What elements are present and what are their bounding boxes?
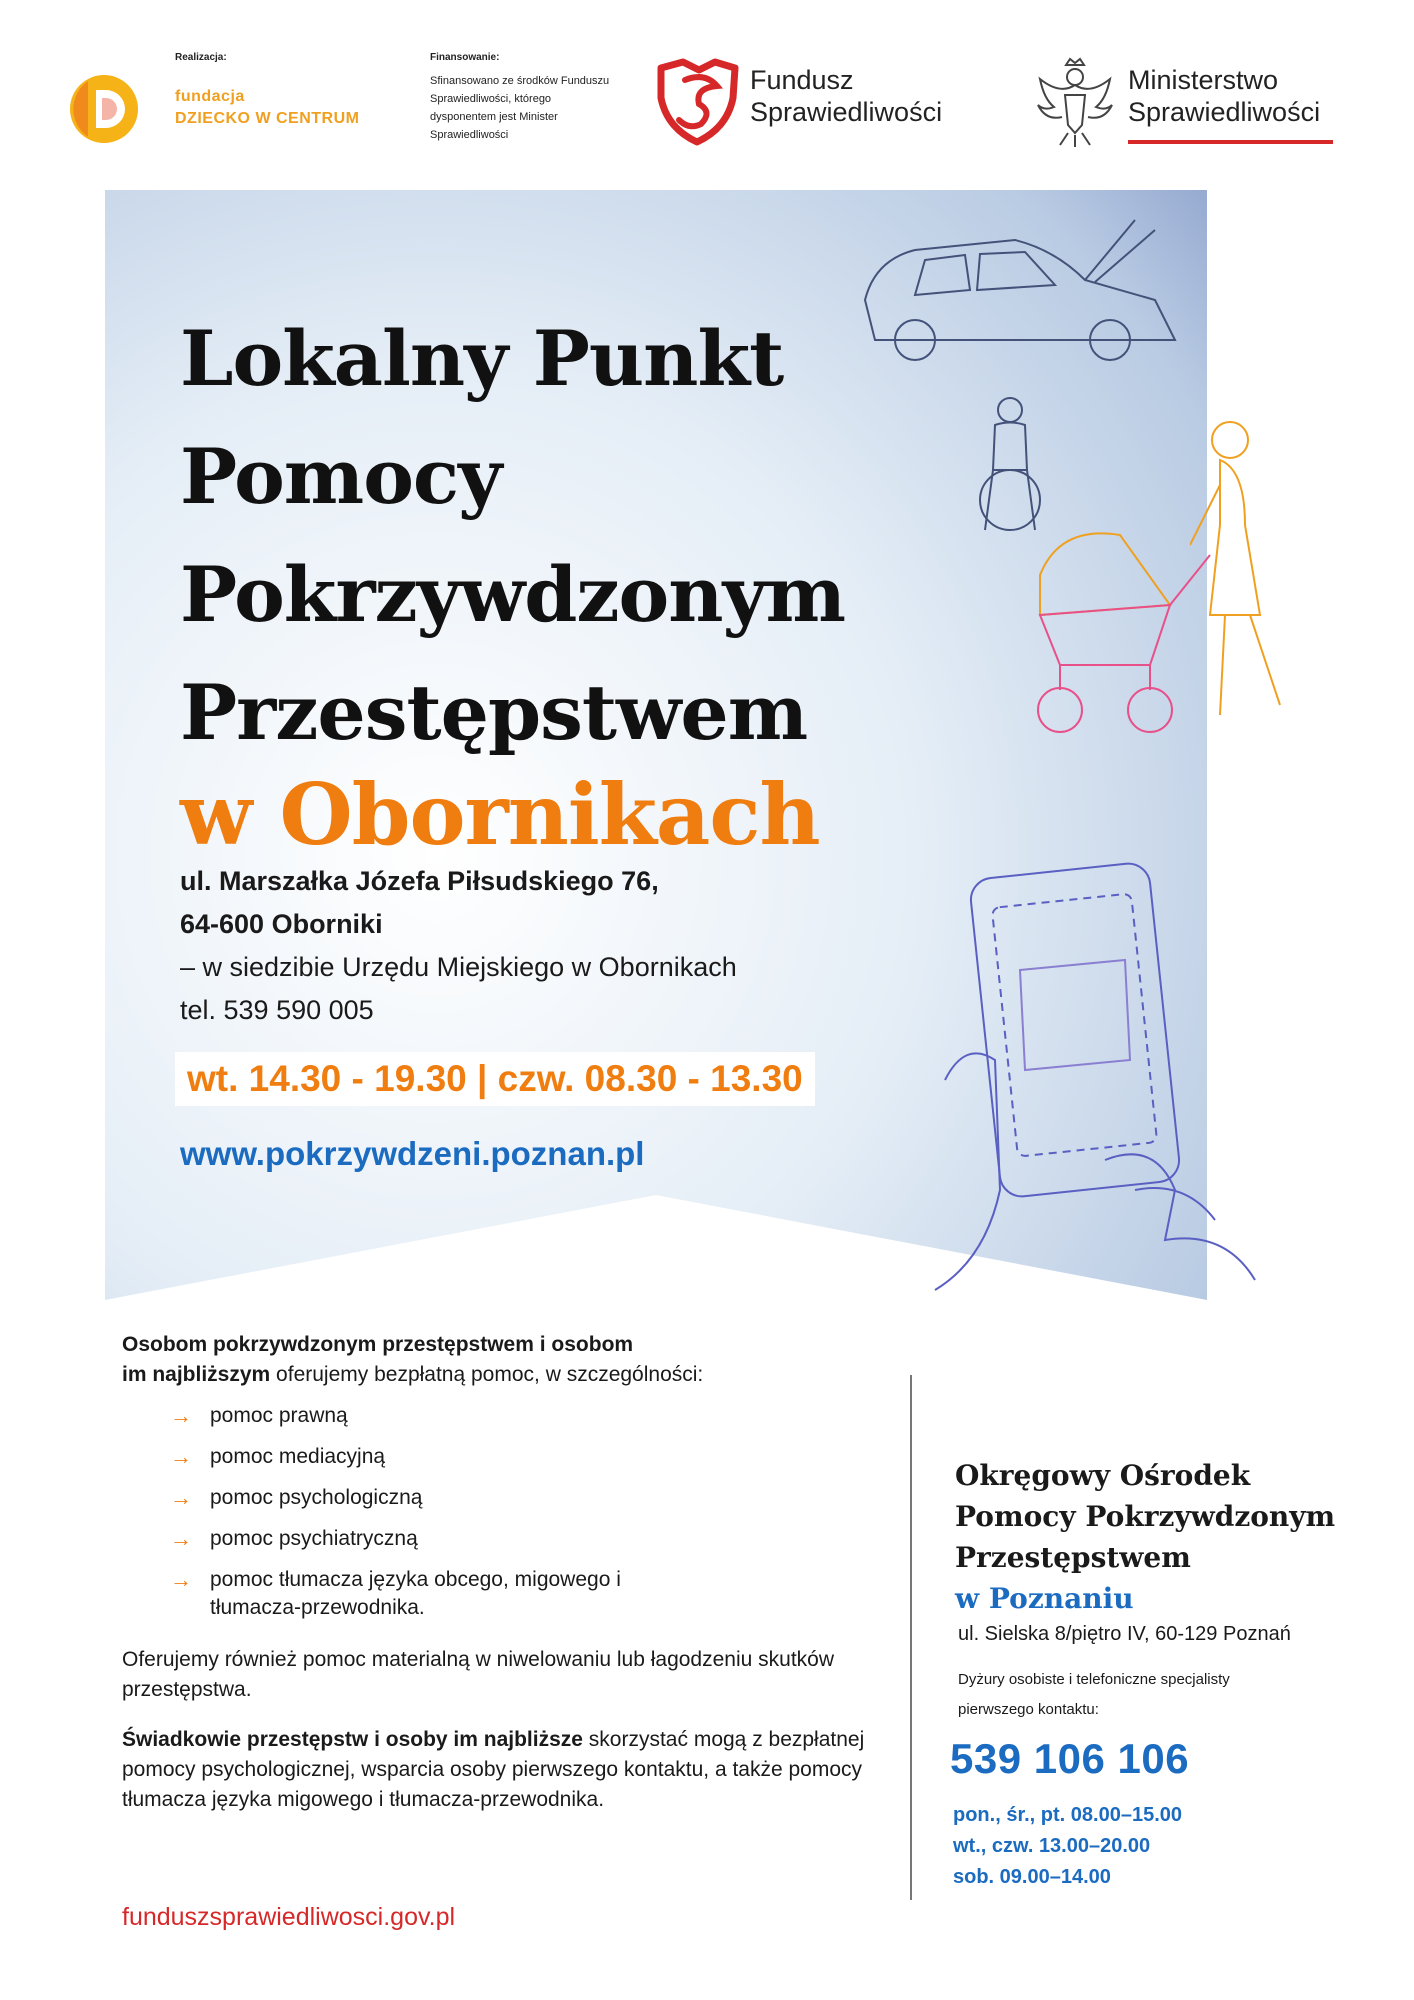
hero-hours: wt. 14.30 - 19.30 | czw. 08.30 - 13.30	[175, 1052, 815, 1106]
title-line-4: Przestępstwem	[180, 668, 808, 757]
offer-material: Oferujemy również pomoc materialną w niwelowaniu lub łagodzeniu skutków przestępstwa.	[122, 1648, 835, 1701]
title-line-3: Pokrzywdzonym	[180, 550, 846, 639]
list-item-text: pomoc psychiatryczną	[210, 1527, 418, 1550]
flag-stripe	[1128, 140, 1333, 144]
title-line-1: Lokalny Punkt	[180, 314, 784, 403]
list-item	[170, 1566, 690, 1622]
district-title	[955, 1455, 1335, 1619]
address-line1: ul. Marszałka Józefa Piłsudskiego 76,	[180, 866, 659, 896]
car-illustration-icon	[855, 210, 1195, 370]
hero-address	[180, 860, 737, 1032]
address-line2: 64-600 Oborniki	[180, 909, 383, 939]
fs-line1: Fundusz	[750, 65, 854, 95]
funding-note: Sfinansowano ze środków Funduszu Sprawiedliwości, którego dysponentem jest Minister Sprawiedliwości	[430, 75, 610, 141]
fs-line2: Sprawiedliwości	[750, 97, 943, 127]
ministerstwo-logo-text	[1128, 64, 1320, 128]
fundusz-logo-text	[750, 64, 942, 128]
hero-website-link[interactable]: www.pokrzywdzeni.poznan.pl	[180, 1135, 645, 1172]
arrow-right-icon: →	[170, 1403, 192, 1428]
list-item-text: pomoc mediacyjną	[210, 1445, 386, 1468]
list-item-text: pomoc psychologiczną	[210, 1486, 423, 1509]
stroller-icon	[1020, 515, 1220, 745]
district-hours-line: pon., śr., pt. 08.00–15.00	[953, 1804, 1183, 1826]
finansowanie-label: Finansowanie:	[430, 52, 500, 63]
offer-lead	[122, 1330, 882, 1390]
fdc-line2: DZIECKO W CENTRUM	[175, 110, 360, 127]
realizacja-label: Realizacja:	[175, 52, 227, 63]
address-line3: – w siedzibie Urzędu Miejskiego w Obornikach	[180, 952, 737, 982]
hero-title	[180, 300, 845, 772]
district-title-city: w Poznaniu	[955, 1582, 1134, 1615]
district-hours-line: wt., czw. 13.00–20.00	[953, 1835, 1151, 1857]
district-hours-line: sob. 09.00–14.00	[953, 1866, 1111, 1888]
district-hours	[953, 1800, 1182, 1893]
witness-bold: Świadkowie przestępstw i osoby im najbliższe	[122, 1728, 583, 1751]
ms-line2: Sprawiedliwości	[1128, 97, 1321, 127]
offer-list	[170, 1402, 870, 1635]
fdc-line1: fundacja	[175, 88, 245, 105]
arrow-right-icon: →	[170, 1485, 192, 1510]
ms-line1: Ministerstwo	[1128, 65, 1279, 95]
lead-rest: oferujemy bezpłatną pomoc, w szczególności:	[270, 1363, 704, 1386]
lead-bold-2: im najbliższym	[122, 1363, 271, 1386]
arrow-right-icon: →	[170, 1526, 192, 1551]
hero-title-city: w Obornikach	[180, 765, 820, 864]
list-item	[170, 1443, 870, 1471]
title-line-2: Pomocy	[180, 432, 502, 521]
fdc-name	[175, 86, 359, 130]
arrow-right-icon: →	[170, 1567, 192, 1592]
list-item	[170, 1525, 870, 1553]
fdc-logo-icon	[66, 66, 138, 152]
list-item	[170, 1402, 870, 1430]
list-item	[170, 1484, 870, 1512]
offer-witness	[122, 1725, 882, 1815]
eagle-emblem-icon	[1030, 55, 1120, 150]
district-note: Dyżury osobiste i telefoniczne specjalisty pierwszego kontaktu:	[958, 1671, 1230, 1718]
fundusz-logo-icon	[655, 58, 740, 146]
district-title-line-2: Pomocy Pokrzywdzonym	[955, 1500, 1336, 1533]
hero-section	[105, 190, 1207, 1300]
footer-website-link[interactable]: funduszsprawiedliwosci.gov.pl	[122, 1903, 456, 1931]
list-item-text: pomoc prawną	[210, 1404, 348, 1427]
column-divider	[910, 1375, 912, 1900]
hero-phone: tel. 539 590 005	[180, 995, 374, 1025]
witness-rest: skorzystać mogą z bezpłatnej pomocy psychologicznej, wsparcia osoby pierwszego kontaktu, a także pomocy tłumacza języka migowego i tłumacza-przewodnika.	[122, 1728, 865, 1811]
district-address: ul. Sielska 8/piętro IV, 60-129 Poznań	[958, 1623, 1291, 1645]
lead-bold-1: Osobom pokrzywdzonym przestępstwem i osobom	[122, 1333, 634, 1356]
district-title-line-3: Przestępstwem	[955, 1541, 1191, 1574]
list-item-text: pomoc tłumacza języka obcego, migowego i tłumacza-przewodnika.	[210, 1568, 621, 1619]
district-title-line-1: Okręgowy Ośrodek	[955, 1459, 1251, 1492]
phone-hand-icon	[925, 860, 1265, 1340]
district-phone[interactable]: 539 106 106	[950, 1735, 1190, 1782]
arrow-right-icon: →	[170, 1444, 192, 1469]
